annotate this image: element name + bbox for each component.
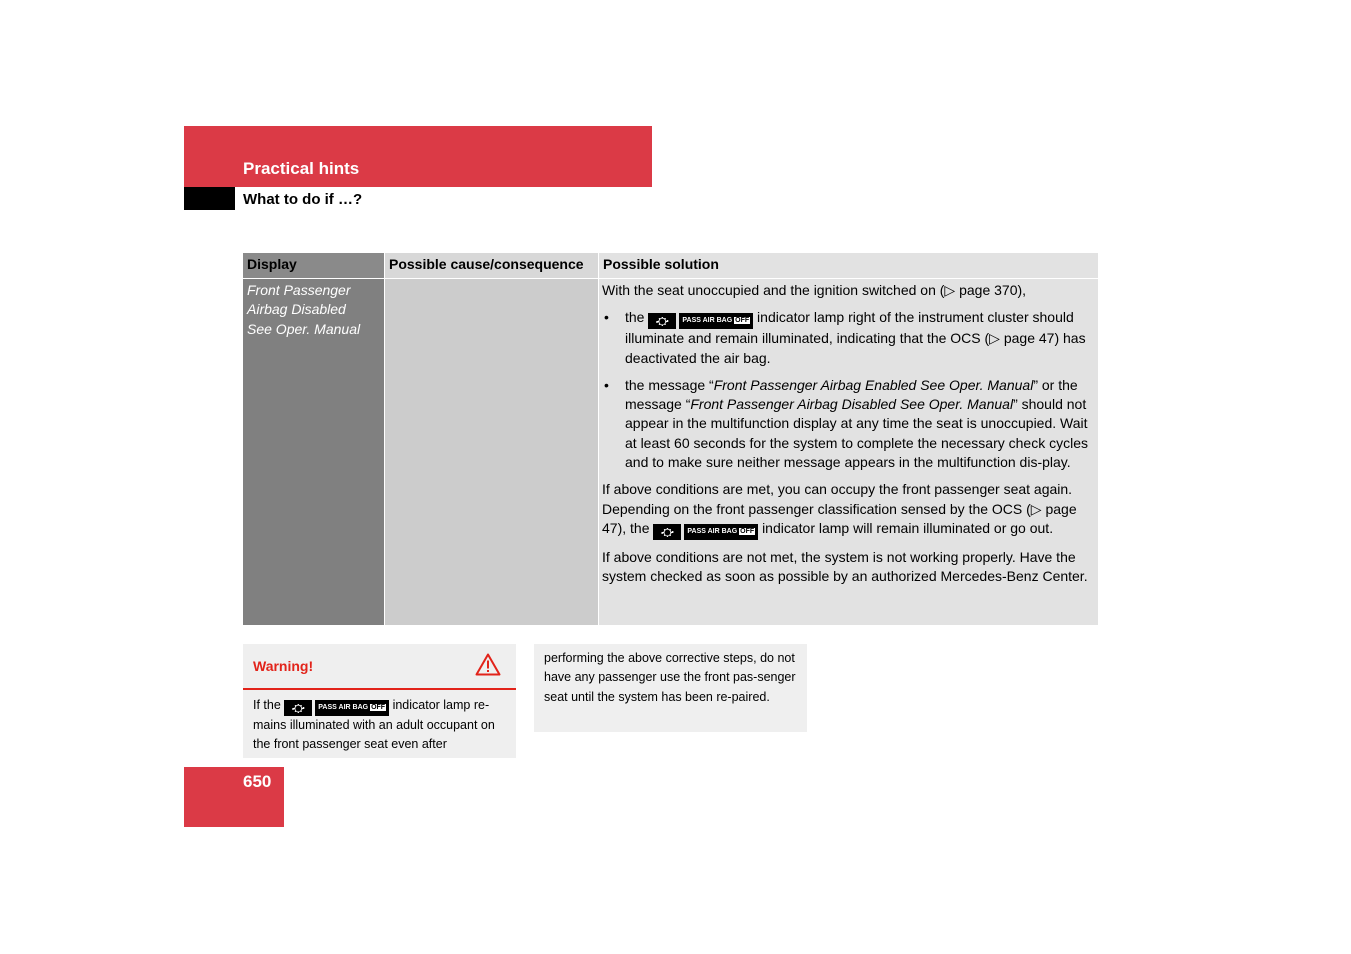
icon-off-label: OFF xyxy=(740,527,755,535)
bullet-text: ” should not appear in the multifunction display at any time the seat is unoccupied. Wait at least 60 seconds for the system to complete the necessary check cycles and to make sure neither message appears in the multifunction dis-play. xyxy=(625,396,1088,471)
table-row xyxy=(243,279,1098,625)
warning-title: Warning! xyxy=(253,658,314,674)
column-header-solution: Possible solution xyxy=(598,253,1098,278)
column-header-cause: Possible cause/consequence xyxy=(384,253,598,278)
warning-text xyxy=(243,690,516,755)
bullet-icon: • xyxy=(604,376,609,393)
bullet-text: the message “ xyxy=(625,376,714,393)
warning-continued-box: performing the above corrective steps, do not have any passenger use the front pas-senger seat until the system has been re-paired. xyxy=(534,644,807,732)
child-seat-icon: ⛮ xyxy=(648,313,676,329)
header-tab-marker xyxy=(184,187,235,210)
subsection-title: What to do if …? xyxy=(243,191,363,208)
display-line: See Oper. Manual xyxy=(247,320,361,337)
list-item xyxy=(602,308,1094,368)
warning-header xyxy=(243,644,516,690)
display-line: Front Passenger xyxy=(247,282,351,298)
passenger-airbag-off-icon xyxy=(648,313,753,329)
child-seat-icon: ⛮ xyxy=(653,524,681,540)
paragraph-text: If above conditions are met, you can occupy the front passenger seat again. Depending on the front passenger classification sensed by the OCS (▷ page 47), the xyxy=(602,481,1077,536)
bullet-text: the xyxy=(625,309,645,326)
solution-intro: With the seat unoccupied and the ignition switched on (▷ page 370), xyxy=(602,282,1027,298)
solution-bullets xyxy=(602,308,1094,472)
display-line: Airbag Disabled xyxy=(247,301,346,318)
warning-text-part: If the xyxy=(253,698,281,712)
passenger-airbag-off-icon xyxy=(284,700,389,716)
display-message-enabled: Front Passenger Airbag Enabled See Oper. Manual xyxy=(713,376,1034,393)
warning-box xyxy=(243,644,516,758)
troubleshooting-table xyxy=(243,253,1098,625)
display-message-cell xyxy=(243,279,384,625)
page-number: 650 xyxy=(243,772,272,791)
solution-cell xyxy=(598,279,1098,625)
section-title: Practical hints xyxy=(243,159,360,178)
table-header-row xyxy=(243,253,1098,279)
icon-off-label: OFF xyxy=(735,317,750,325)
warning-text-part: indicator lamp re-mains illuminated with an adult occupant on the front passenger seat even after xyxy=(253,698,495,752)
bullet-icon: • xyxy=(604,309,609,326)
pass-air-bag-off-label xyxy=(684,524,758,540)
child-seat-icon: ⛮ xyxy=(284,700,312,716)
warning-triangle-icon xyxy=(475,653,501,681)
icon-off-label: OFF xyxy=(371,704,386,711)
solution-paragraph xyxy=(602,480,1094,540)
pass-air-bag-off-label xyxy=(679,313,753,329)
cause-cell xyxy=(384,279,598,625)
passenger-airbag-off-icon xyxy=(653,524,758,540)
pass-air-bag-off-label xyxy=(315,700,389,716)
display-message-disabled: Front Passenger Airbag Disabled See Oper. Manual xyxy=(690,396,1014,413)
list-item xyxy=(602,376,1094,472)
paragraph-text: indicator lamp will remain illuminated or go out. xyxy=(762,519,1054,536)
icon-label: PASS AIR BAG xyxy=(682,317,733,325)
icon-label: PASS AIR BAG xyxy=(687,527,738,535)
column-header-display: Display xyxy=(243,253,384,278)
solution-paragraph: If above conditions are not met, the system is not working properly. Have the system checked as soon as possible by an authorized Mercedes-Benz Center. xyxy=(602,548,1088,585)
icon-label: PASS AIR BAG xyxy=(318,704,369,711)
bullet-text: indicator lamp right of the instrument cluster should illuminate and remain illuminated, indicating that the OCS (▷ page 47) has deactivated the air bag. xyxy=(625,309,1086,366)
bullet-text: ” or the message “ xyxy=(625,376,1078,413)
